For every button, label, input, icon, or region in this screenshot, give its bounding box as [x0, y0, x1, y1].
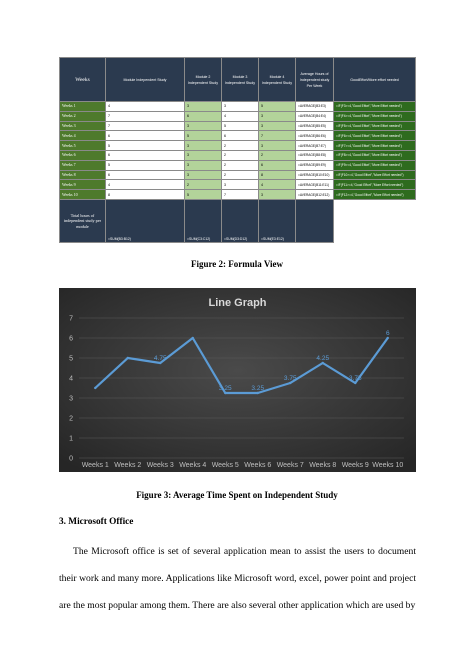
- cell-m3: 3: [222, 102, 259, 112]
- total-module-4: =SUM(E3:E12): [259, 200, 296, 243]
- cell-m3: 2: [222, 160, 259, 170]
- cell-week: Weeks 2: [60, 111, 106, 121]
- cell-avg: =AVERAGE(B10:E10): [296, 170, 334, 180]
- cell-m1: 5: [106, 141, 185, 151]
- table-row: [60, 160, 416, 170]
- cell-m1: 5: [106, 160, 185, 170]
- cell-m4: 3: [259, 190, 296, 200]
- y-tick-label: 7: [69, 315, 73, 323]
- cell-m4: 3: [259, 121, 296, 131]
- cell-m2: 3: [185, 150, 222, 160]
- total-module-1: =SUM(B3:B12): [106, 200, 185, 243]
- cell-week: Weeks 4: [60, 131, 106, 141]
- total-average-blank: [296, 200, 334, 243]
- cell-avg: =AVERAGE(B7:E7): [296, 141, 334, 151]
- data-point: [159, 362, 161, 364]
- cell-eff: =IF(F7>=4,"Good Effort","More Effort needed"): [334, 141, 416, 151]
- y-tick-label: 4: [69, 375, 73, 383]
- header-average: Average Hours of Independent study Per Week: [296, 58, 334, 102]
- cell-m4: 7: [259, 131, 296, 141]
- total-module-2: =SUM(C3:C12): [185, 200, 222, 243]
- x-tick-label: Weeks 9: [341, 462, 369, 469]
- total-effort-blank: [334, 200, 416, 243]
- cell-eff: =IF(F10>=4,"Good Effort","More Effort needed"): [334, 170, 416, 180]
- y-tick-label: 3: [69, 395, 73, 403]
- cell-m3: 4: [222, 111, 259, 121]
- section-heading: 3. Microsoft Office: [59, 517, 134, 527]
- cell-m2: 2: [185, 180, 222, 190]
- cell-eff: =IF(F3>=4,"Good Effort","More Effort needed"): [334, 102, 416, 112]
- figure-3-caption: Figure 3: Average Time Spent on Independent Study: [136, 490, 338, 500]
- cell-eff: =IF(F11>=4,"Good Effort","More Effort needed"): [334, 180, 416, 190]
- figure-2-caption: Figure 2: Formula View: [190, 259, 284, 269]
- cell-m4: 3: [259, 111, 296, 121]
- y-tick-label: 5: [69, 355, 73, 363]
- cell-week: Weeks 9: [60, 180, 106, 190]
- cell-m1: 6: [106, 131, 185, 141]
- data-label: 3.25: [218, 385, 232, 392]
- cell-m4: 6: [259, 160, 296, 170]
- x-tick-label: Weeks 6: [244, 462, 272, 469]
- cell-m3: 5: [222, 121, 259, 131]
- table-header-row: [60, 58, 416, 102]
- cell-avg: =AVERAGE(B4:E4): [296, 111, 334, 121]
- cell-m1: 7: [106, 121, 185, 131]
- cell-avg: =AVERAGE(B3:E3): [296, 102, 334, 112]
- table-row: [60, 102, 416, 112]
- y-tick-label: 0: [69, 455, 73, 463]
- total-module-3: =SUM(D3:D12): [222, 200, 259, 243]
- cell-week: Weeks 7: [60, 160, 106, 170]
- table-row: [60, 141, 416, 151]
- x-tick-label: Weeks 10: [372, 462, 404, 469]
- cell-avg: =AVERAGE(B11:E11): [296, 180, 334, 190]
- cell-m2: 3: [185, 141, 222, 151]
- x-tick-label: Weeks 3: [146, 462, 174, 469]
- cell-m3: 2: [222, 150, 259, 160]
- data-point: [257, 392, 259, 394]
- cell-m2: 6: [185, 111, 222, 121]
- table-row: [60, 190, 416, 200]
- table-row: [60, 150, 416, 160]
- formula-view-table: [59, 57, 416, 243]
- cell-m2: 5: [185, 190, 222, 200]
- cell-week: Weeks 3: [60, 121, 106, 131]
- cell-m2: 3: [185, 121, 222, 131]
- data-label: 4.75: [153, 355, 167, 362]
- totals-label: Total hours of independent study per module: [60, 200, 106, 243]
- cell-m3: 6: [222, 131, 259, 141]
- header-effort: GoodEffort/More effort needed: [334, 58, 416, 102]
- data-point: [192, 337, 194, 339]
- cell-avg: =AVERAGE(B8:E8): [296, 150, 334, 160]
- table-row: [60, 111, 416, 121]
- data-label: 3.75: [348, 375, 362, 382]
- cell-week: Weeks 8: [60, 170, 106, 180]
- cell-m3: 2: [222, 141, 259, 151]
- header-module-1: Module Independent Study: [106, 58, 185, 102]
- cell-m3: 2: [222, 170, 259, 180]
- data-label: 4.25: [316, 355, 330, 362]
- cell-m1: 6: [106, 170, 185, 180]
- x-tick-label: Weeks 1: [81, 462, 109, 469]
- section-paragraph: [59, 538, 416, 619]
- x-tick-label: Weeks 7: [276, 462, 304, 469]
- cell-m1: 4: [106, 180, 185, 190]
- cell-eff: =IF(F8>=4,"Good Effort","More Effort needed"): [334, 150, 416, 160]
- cell-avg: =AVERAGE(B5:E5): [296, 121, 334, 131]
- y-tick-label: 1: [69, 435, 73, 443]
- cell-m1: 8: [106, 190, 185, 200]
- y-tick-label: 6: [69, 335, 73, 343]
- chart-background: [59, 288, 416, 472]
- table-row: [60, 180, 416, 190]
- data-point: [289, 382, 291, 384]
- cell-avg: =AVERAGE(B9:E9): [296, 160, 334, 170]
- cell-eff: =IF(F6>=4,"Good Effort","More Effort needed"): [334, 131, 416, 141]
- cell-m1: 4: [106, 102, 185, 112]
- cell-week: Weeks 10: [60, 190, 106, 200]
- cell-m2: 3: [185, 160, 222, 170]
- y-tick-label: 2: [69, 415, 73, 423]
- totals-row: [60, 200, 416, 243]
- cell-m4: 5: [259, 102, 296, 112]
- cell-eff: =IF(F4>=4,"Good Effort","More Effort needed"): [334, 111, 416, 121]
- cell-m2: 3: [185, 170, 222, 180]
- data-point: [322, 362, 324, 364]
- cell-eff: =IF(F5>=4,"Good Effort","More Effort needed"): [334, 121, 416, 131]
- cell-week: Weeks 5: [60, 141, 106, 151]
- table-row: [60, 170, 416, 180]
- cell-m3: 7: [222, 190, 259, 200]
- cell-m2: 3: [185, 102, 222, 112]
- chart-title: Line Graph: [208, 297, 267, 309]
- data-label: 3.75: [283, 375, 297, 382]
- data-point: [224, 392, 226, 394]
- cell-eff: =IF(F9>=4,"Good Effort","More Effort needed"): [334, 160, 416, 170]
- cell-week: Weeks 6: [60, 150, 106, 160]
- header-weeks: Weeks: [60, 58, 106, 102]
- line-graph-chart: [59, 288, 416, 472]
- x-tick-label: Weeks 2: [114, 462, 142, 469]
- cell-m3: 3: [222, 180, 259, 190]
- cell-m1: 6: [106, 150, 185, 160]
- cell-m4: 3: [259, 141, 296, 151]
- cell-m1: 7: [106, 111, 185, 121]
- header-module-3: Module 3 Independent Study: [222, 58, 259, 102]
- table-row: [60, 131, 416, 141]
- header-module-4: Module 4 Independent Study: [259, 58, 296, 102]
- cell-m4: 2: [259, 150, 296, 160]
- cell-eff: =IF(F12>=4,"Good Effort","More Effort needed"): [334, 190, 416, 200]
- cell-avg: =AVERAGE(B12:E12): [296, 190, 334, 200]
- table-row: [60, 121, 416, 131]
- data-point: [94, 387, 96, 389]
- cell-m2: 5: [185, 131, 222, 141]
- x-tick-label: Weeks 5: [211, 462, 239, 469]
- header-module-2: Module 2 Independent Study: [185, 58, 222, 102]
- data-point: [354, 382, 356, 384]
- data-label: 6: [385, 330, 390, 337]
- paragraph-text: The Microsoft office is set of several application mean to assist the users to document their work and many more. Applications like Microsoft word, excel, power point and project are the most popular among them. There are also several other application which are used by: [59, 546, 416, 611]
- x-tick-label: Weeks 8: [309, 462, 337, 469]
- cell-avg: =AVERAGE(B6:E6): [296, 131, 334, 141]
- data-point: [127, 357, 129, 359]
- data-label: 3.25: [251, 385, 265, 392]
- cell-m4: 4: [259, 180, 296, 190]
- cell-week: Weeks 1: [60, 102, 106, 112]
- x-tick-label: Weeks 4: [179, 462, 207, 469]
- cell-m4: 8: [259, 170, 296, 180]
- data-point: [387, 337, 389, 339]
